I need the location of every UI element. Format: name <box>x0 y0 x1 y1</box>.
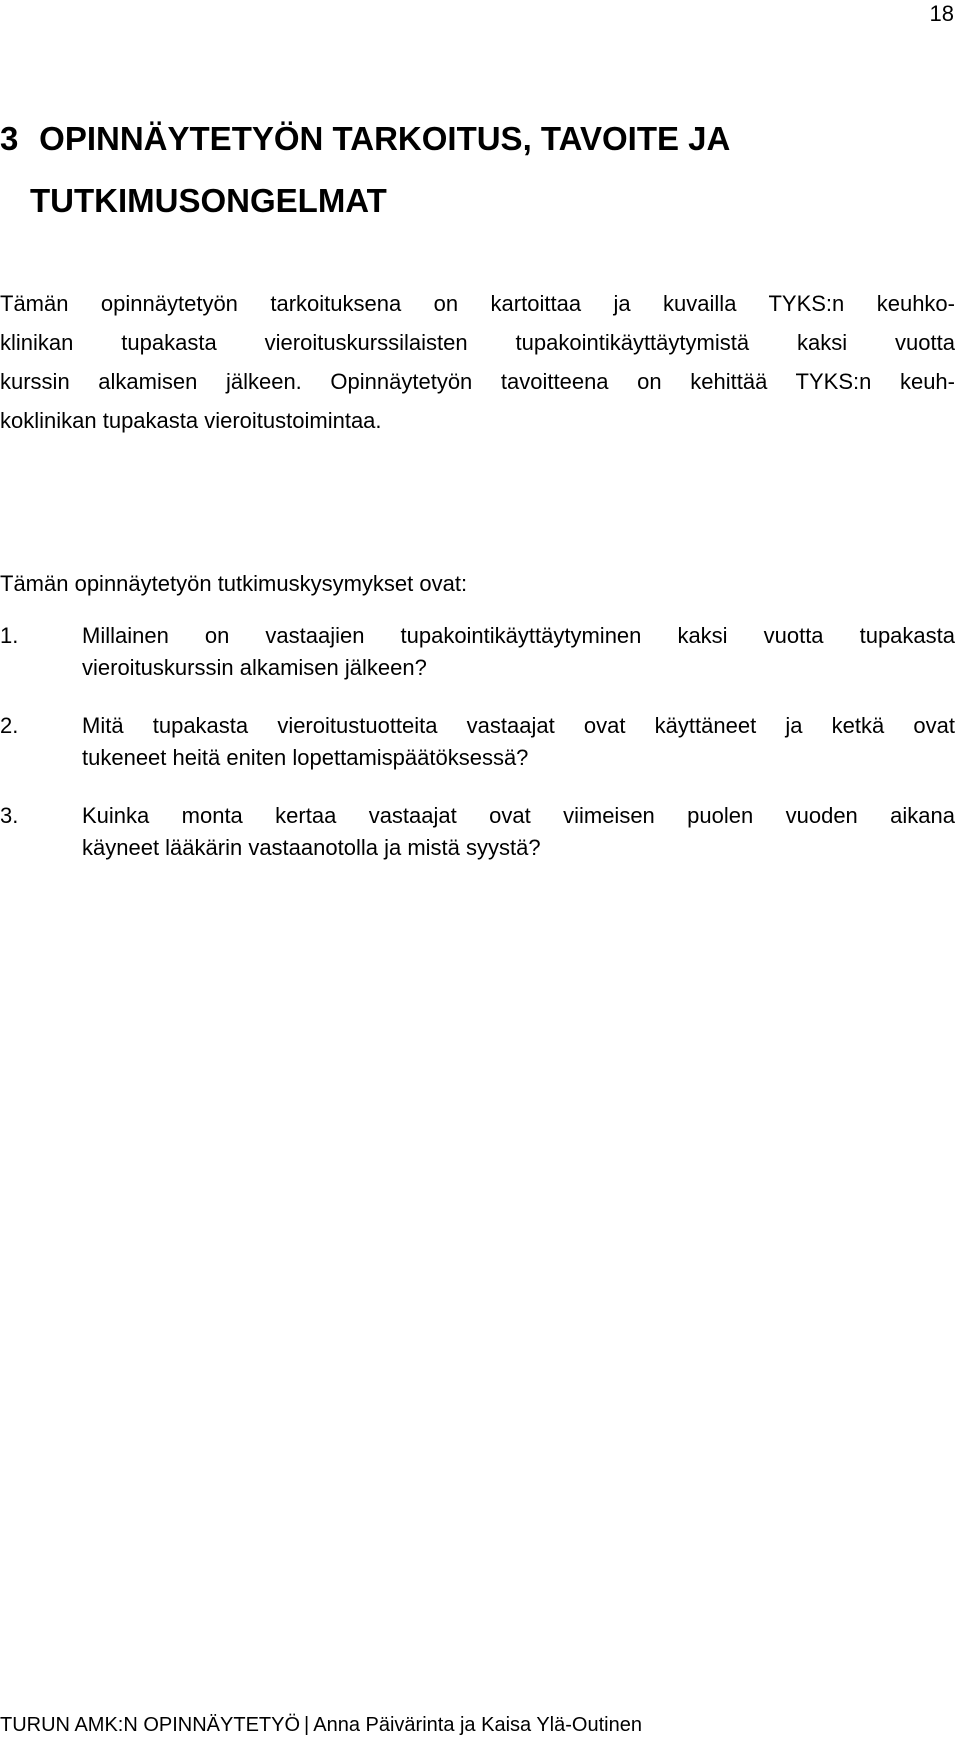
chapter-heading-line-1 <box>0 108 900 170</box>
list-item-number: 2. <box>0 713 19 738</box>
intro-line-1: Tämän opinnäytetyön tarkoituksena on kartoittaa ja kuvailla TYKS:n keuhko- <box>0 291 955 316</box>
page-number: 18 <box>929 1 954 26</box>
chapter-heading-line-2: TUTKIMUSONGELMAT <box>30 182 387 219</box>
list-item-line-2: käyneet lääkärin vastaanotolla ja mistä syystä? <box>82 835 541 860</box>
list-item <box>0 620 955 684</box>
chapter-number: 3 <box>0 120 19 157</box>
questions-intro: Tämän opinnäytetyön tutkimuskysymykset ovat: <box>0 571 468 596</box>
list-item-line-2: vieroituskurssin alkamisen jälkeen? <box>82 655 427 680</box>
list-item-number: 3. <box>0 803 19 828</box>
list-item-line-2: tukeneet heitä eniten lopettamispäätöksessä? <box>82 745 529 770</box>
list-item <box>0 800 955 864</box>
intro-line-2: klinikan tupakasta vieroituskurssilaisten tupakointikäyttäytymistä kaksi vuotta <box>0 330 955 355</box>
research-questions-list <box>0 620 955 890</box>
list-item-number: 1. <box>0 623 19 648</box>
list-item <box>0 710 955 774</box>
intro-line-4: koklinikan tupakasta vieroitustoimintaa. <box>0 408 382 433</box>
footer-school: TURUN AMK:N OPINNÄYTETYÖ <box>0 1714 301 1736</box>
chapter-title-part-1: OPINNÄYTETYÖN TARKOITUS, TAVOITE JA <box>39 120 731 157</box>
intro-line-3: kurssin alkamisen jälkeen. Opinnäytetyön tavoitteena on kehittää TYKS:n keuh- <box>0 369 955 394</box>
footer-separator: | <box>304 1714 310 1736</box>
footer-authors: Anna Päivärinta ja Kaisa Ylä-Outinen <box>313 1714 642 1736</box>
chapter-heading <box>0 108 900 232</box>
list-item-line-1: Mitä tupakasta vieroitustuotteita vastaajat ovat käyttäneet ja ketkä ovat <box>82 713 955 738</box>
page-footer <box>0 1712 642 1738</box>
list-item-line-1: Kuinka monta kertaa vastaajat ovat viimeisen puolen vuoden aikana <box>82 803 955 828</box>
intro-paragraph <box>0 284 955 440</box>
list-item-line-1: Millainen on vastaajien tupakointikäyttäytyminen kaksi vuotta tupakasta <box>82 623 955 648</box>
